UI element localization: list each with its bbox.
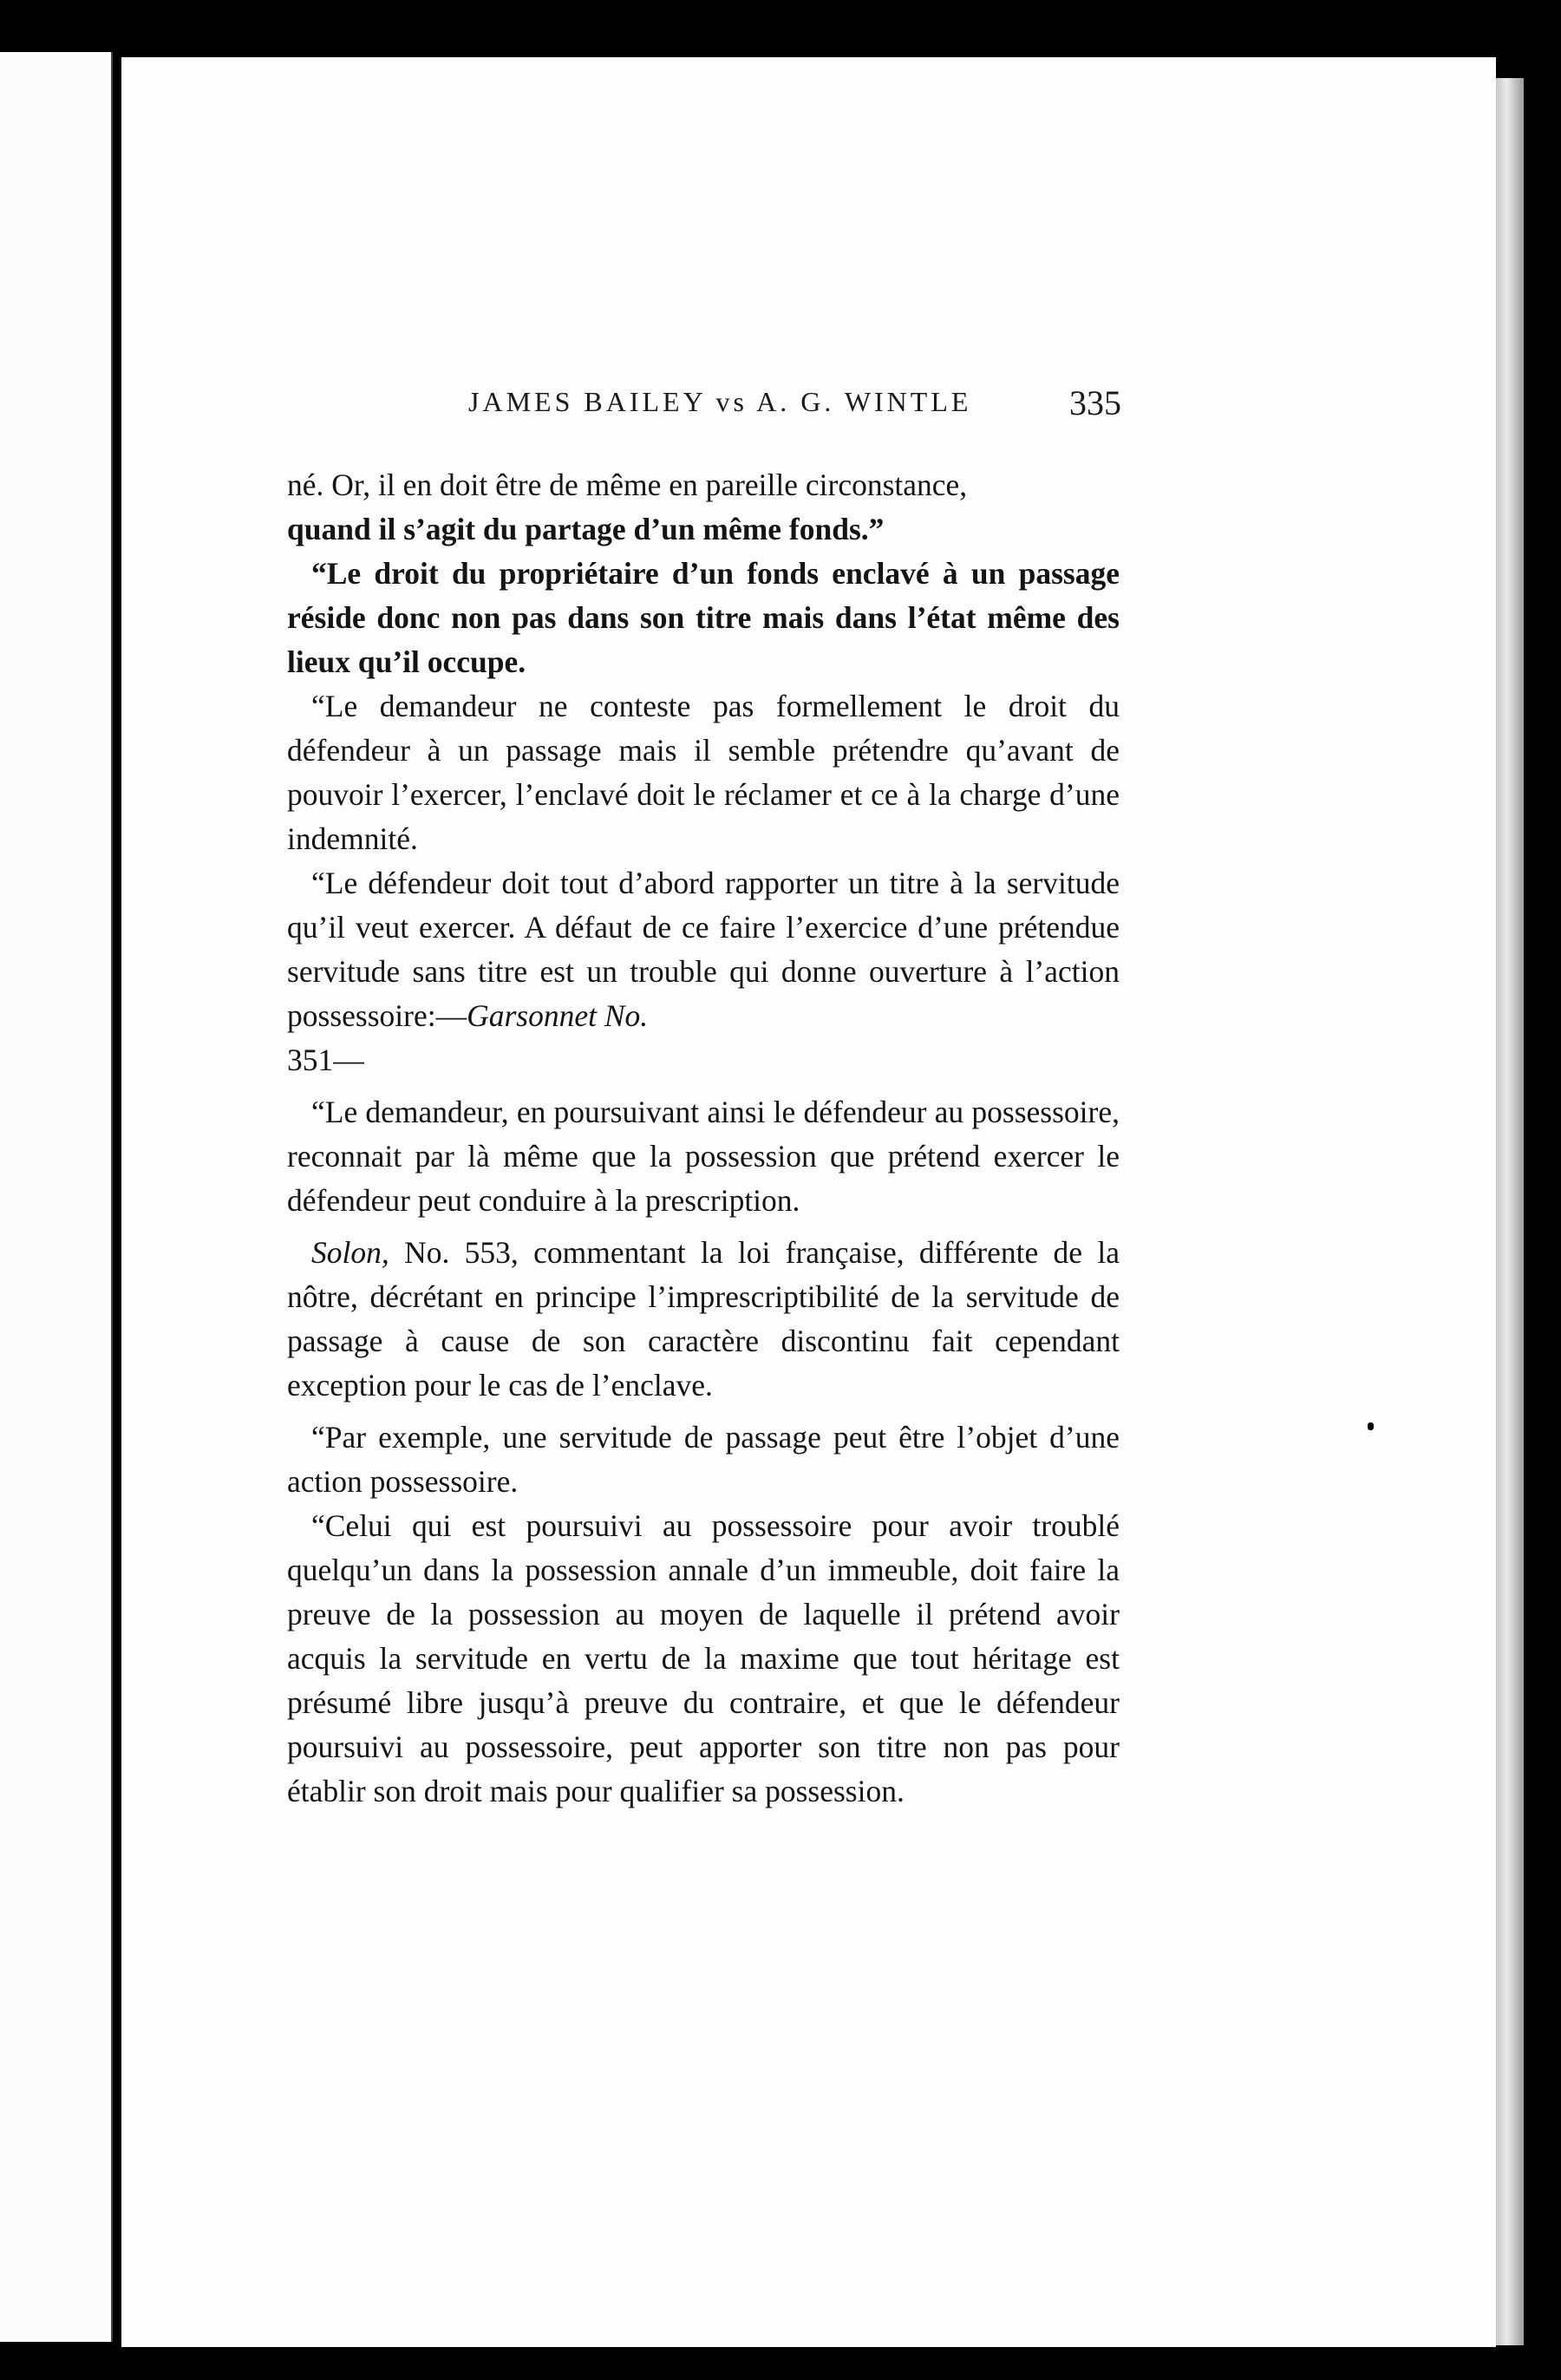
citation-garsonnet: Garsonnet No. (467, 998, 649, 1033)
paragraph-6 (287, 1231, 1120, 1408)
paragraph-1-line-1: né. Or, il en doit être de même en pareille circonstance, (287, 468, 968, 502)
paragraph-4-text: “Le défendeur doit tout d’abord rapporter un titre à la servitude qu’il veut exercer. A défaut de ce faire l’exercice d’une prétendue servitude sans titre est un trouble qui donne ouverture à l’action possessoire:— (287, 866, 1120, 1033)
paragraph-6-text: No. 553, commentant la loi française, différente de la nôtre, décrétant en principe l’imprescriptibilité de la servitude de passage à cause de son caractère discontinu fait cependant exception pour le cas de l’enclave. (287, 1235, 1120, 1402)
paragraph-1-line-2: quand il s’agit du partage d’un même fonds.” (287, 512, 885, 546)
paragraph-4-end: 351— (287, 1043, 364, 1077)
paragraph-2: “Le droit du propriétaire d’un fonds enclavé à un passage réside donc non pas dans son titre mais dans l’état même des lieux qu’il occupe. (287, 556, 1120, 679)
paragraph-4 (287, 861, 1120, 1082)
paragraph-3: “Le demandeur ne conteste pas formellement le droit du défendeur à un passage mais il semble prétendre qu’avant de pouvoir l’exercer, l’enclavé doit le réclamer et ce à la charge d’une indemnité. (287, 689, 1120, 856)
paragraph-1 (287, 463, 1120, 552)
page-stack-edge (1496, 78, 1524, 2345)
page-body (287, 463, 1120, 1814)
running-title: JAMES BAILEY vs A. G. WINTLE (468, 386, 972, 417)
paragraph-7: “Par exemple, une servitude de passage peut être l’objet d’une action possessoire. (287, 1420, 1120, 1499)
ink-speck (1368, 1422, 1374, 1430)
citation-solon: Solon, (311, 1235, 389, 1270)
paragraph-8: “Celui qui est poursuivi au possessoire pour avoir troublé quelqu’un dans la possession annale d’un immeuble, doit faire la preuve de la possession au moyen de laquelle il prétend avoir acquis la servitude en vertu de la maxime que tout héritage est présumé libre jusqu’à preuve du contraire, et que le défendeur poursuivi au possessoire, peut apporter son titre non pas pour établir son droit mais pour qualifier sa possession. (287, 1508, 1120, 1808)
facing-page-edge (0, 52, 113, 2342)
page-number: 335 (1069, 383, 1121, 422)
paragraph-5: “Le demandeur, en poursuivant ainsi le défendeur au possessoire, reconnait par là même que la possession que prétend exercer le défendeur peut conduire à la prescription. (287, 1095, 1120, 1218)
